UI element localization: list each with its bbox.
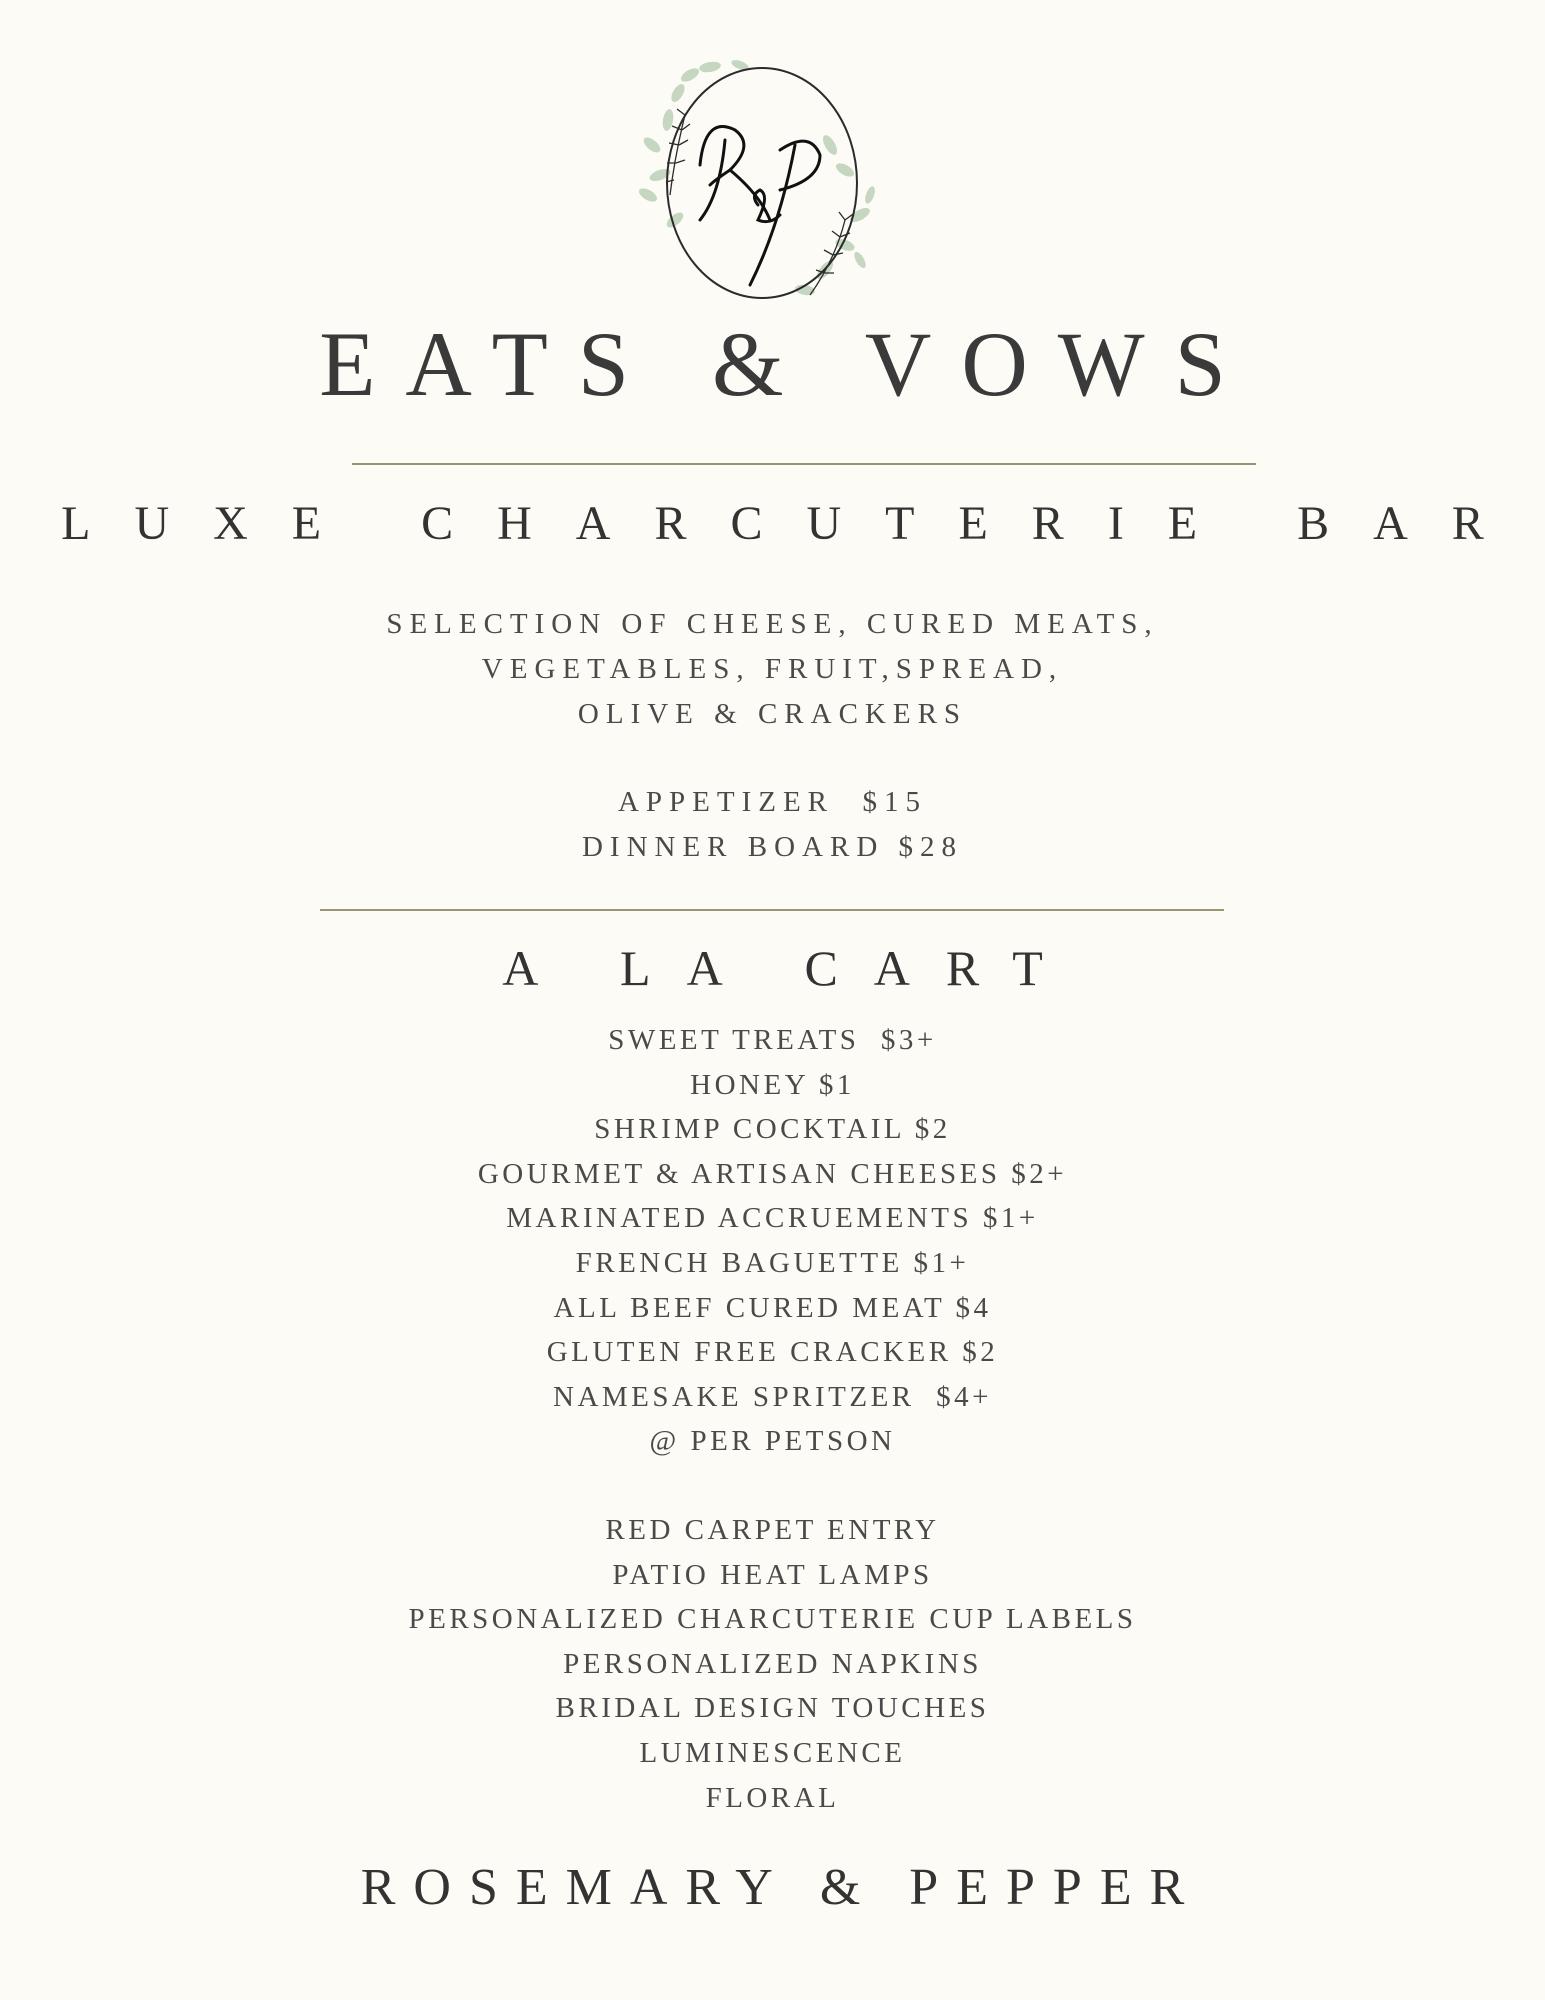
page-title: EATS & VOWS <box>319 313 1256 415</box>
list-item: FLORAL <box>705 1781 840 1814</box>
description-line: SELECTION OF CHEESE, CURED MEATS, <box>386 608 1159 640</box>
list-item: NAMESAKE SPRITZER $4+ <box>553 1380 992 1413</box>
a-la-cart-list <box>0 1018 1545 1464</box>
list-item: GOURMET & ARTISAN CHEESES $2+ <box>477 1157 1068 1190</box>
list-item: LUMINESCENCE <box>639 1736 906 1769</box>
list-item: @ PER PETSON <box>649 1425 896 1458</box>
divider <box>352 463 1256 465</box>
list-item: FRENCH BAGUETTE $1+ <box>575 1246 970 1279</box>
a-la-cart-heading: A LA CART <box>502 940 1079 996</box>
description-line: VEGETABLES, FRUIT,SPREAD, <box>481 653 1064 685</box>
monogram-logo <box>630 45 900 315</box>
price-dinner-board: DINNER BOARD $28 <box>581 831 964 863</box>
list-item: SHRIMP COCKTAIL $2 <box>594 1113 951 1146</box>
list-item: SWEET TREATS $3+ <box>608 1024 937 1056</box>
list-item: RED CARPET ENTRY <box>605 1514 940 1546</box>
brand-footer: ROSEMARY & PEPPER <box>360 1859 1203 1916</box>
price-list <box>0 780 1545 870</box>
list-item: HONEY $1 <box>690 1068 855 1101</box>
monogram-wreath-icon <box>630 45 900 315</box>
price-appetizer: APPETIZER $15 <box>617 786 928 818</box>
list-item: PERSONALIZED CHARCUTERIE CUP LABELS <box>408 1603 1137 1636</box>
list-item: PATIO HEAT LAMPS <box>612 1558 933 1591</box>
list-item: GLUTEN FREE CRACKER $2 <box>546 1336 999 1369</box>
description-line: OLIVE & CRACKERS <box>577 698 968 730</box>
list-item: BRIDAL DESIGN TOUCHES <box>555 1692 990 1725</box>
section-subtitle: LUXE CHARCUTERIE BAR <box>61 497 1528 550</box>
divider <box>320 909 1224 911</box>
list-item: MARINATED ACCRUEMENTS $1+ <box>506 1202 1039 1235</box>
list-item: PERSONALIZED NAPKINS <box>563 1647 982 1680</box>
extras-list <box>0 1508 1545 1820</box>
list-item: ALL BEEF CURED MEAT $4 <box>553 1291 992 1324</box>
description <box>0 602 1545 737</box>
